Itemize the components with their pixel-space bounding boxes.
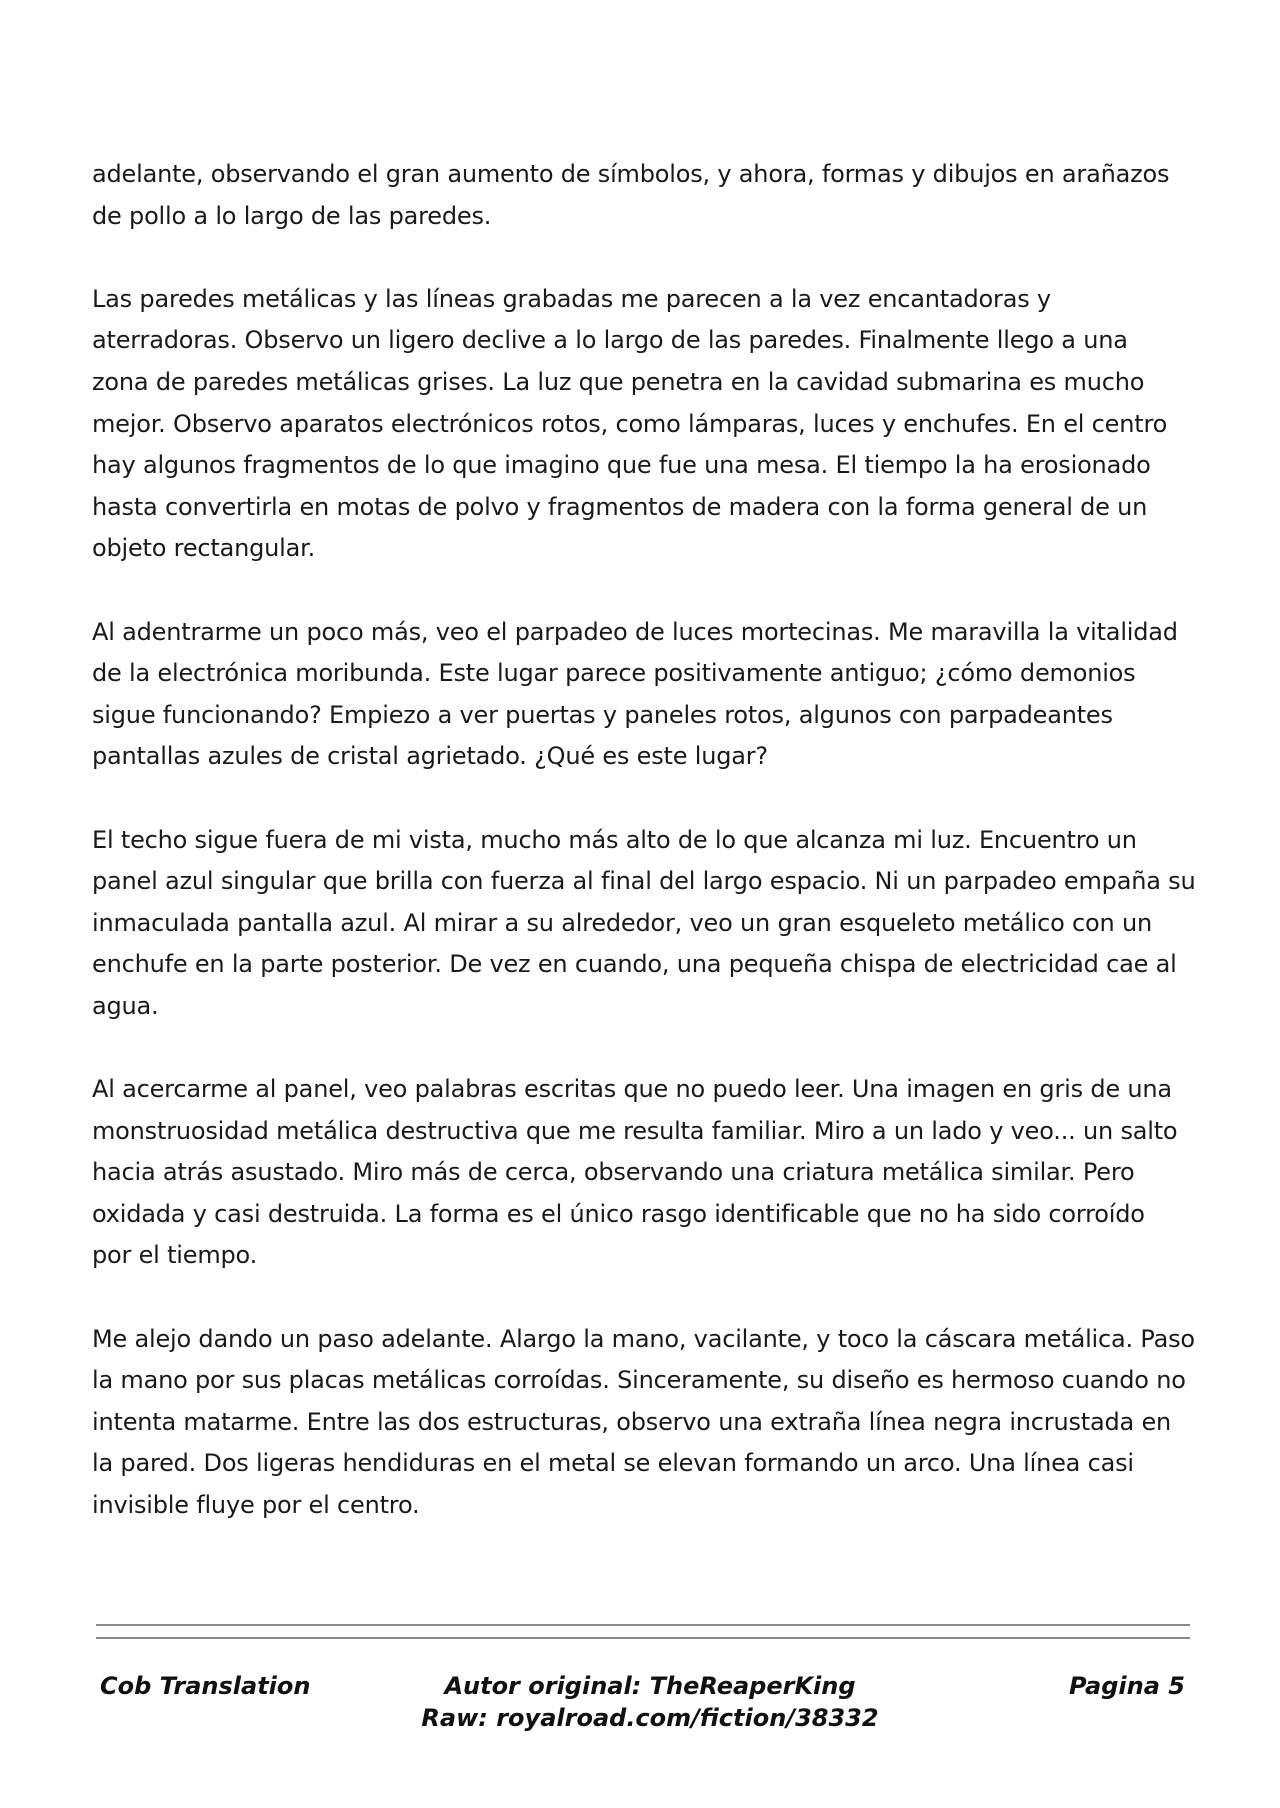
footer-raw-link: Raw: royalroad.com/fiction/38332 — [421, 1704, 879, 1732]
footer-source — [340, 1670, 960, 1734]
footer-divider-bottom — [96, 1637, 1190, 1639]
footer-divider-top — [96, 1624, 1190, 1626]
paragraph-3: Al adentrarme un poco más, veo el parpadeo de luces mortecinas. Me maravilla la vitalidad de la electrónica moribunda. Este lugar parece positivamente antiguo; ¿cómo demonios sigue funcionando? Empiezo a ver puertas y paneles rotos, algunos con parpadeantes pantallas azules de cristal agrietado. ¿Qué es este lugar? — [92, 617, 1178, 771]
footer-translator: Cob Translation — [100, 1672, 311, 1700]
paragraph-2: Las paredes metálicas y las líneas grabadas me parecen a la vez encantadoras y aterradoras. Observo un ligero declive a lo largo de las paredes. Finalmente llego a una zona de paredes metálicas grises. La luz que penetra en la cavidad submarina es mucho mejor. Observo aparatos electrónicos rotos, como lámparas, luces y enchufes. En el centro hay algunos fragmentos de lo que imagino que fue una mesa. El tiempo la ha erosionado hasta convertirla en motas de polvo y fragmentos de madera con la forma general de un objeto rectangular. — [92, 284, 1168, 563]
paragraph-4: El techo sigue fuera de mi vista, mucho más alto de lo que alcanza mi luz. Encuentro un panel azul singular que brilla con fuerza al final del largo espacio. Ni un parpadeo empaña su inmaculada pantalla azul. Al mirar a su alrededor, veo un gran esqueleto metálico con un enchufe en la parte posterior. De vez en cuando, una pequeña chispa de electricidad cae al agua. — [92, 825, 1196, 1020]
paragraph-1: adelante, observando el gran aumento de símbolos, y ahora, formas y dibujos en arañazos de pollo a lo largo de las paredes. — [92, 160, 1170, 230]
paragraph-6: Me alejo dando un paso adelante. Alargo la mano, vacilante, y toco la cáscara metálica. Paso la mano por sus placas metálicas corroídas. Sinceramente, su diseño es hermoso cuando no intenta matarme. Entre las dos estructuras, observo una extraña línea negra incrustada en la pared. Dos ligeras hendiduras en el metal se elevan formando un arco. Una línea casi invisible fluye por el centro. — [92, 1324, 1195, 1519]
paragraph-5: Al acercarme al panel, veo palabras escritas que no puedo leer. Una imagen en gris de una monstruosidad metálica destructiva que me resulta familiar. Miro a un lado y veo... un salto hacia atrás asustado. Miro más de cerca, observando una criatura metálica similar. Pero oxidada y casi destruida. La forma es el único rasgo identificable que no ha sido corroído por el tiempo. — [92, 1075, 1178, 1270]
body-text — [92, 154, 1202, 1568]
footer-page-number: Pagina 5 — [1069, 1672, 1185, 1700]
footer-original-author: Autor original: TheReaperKing — [444, 1672, 856, 1700]
